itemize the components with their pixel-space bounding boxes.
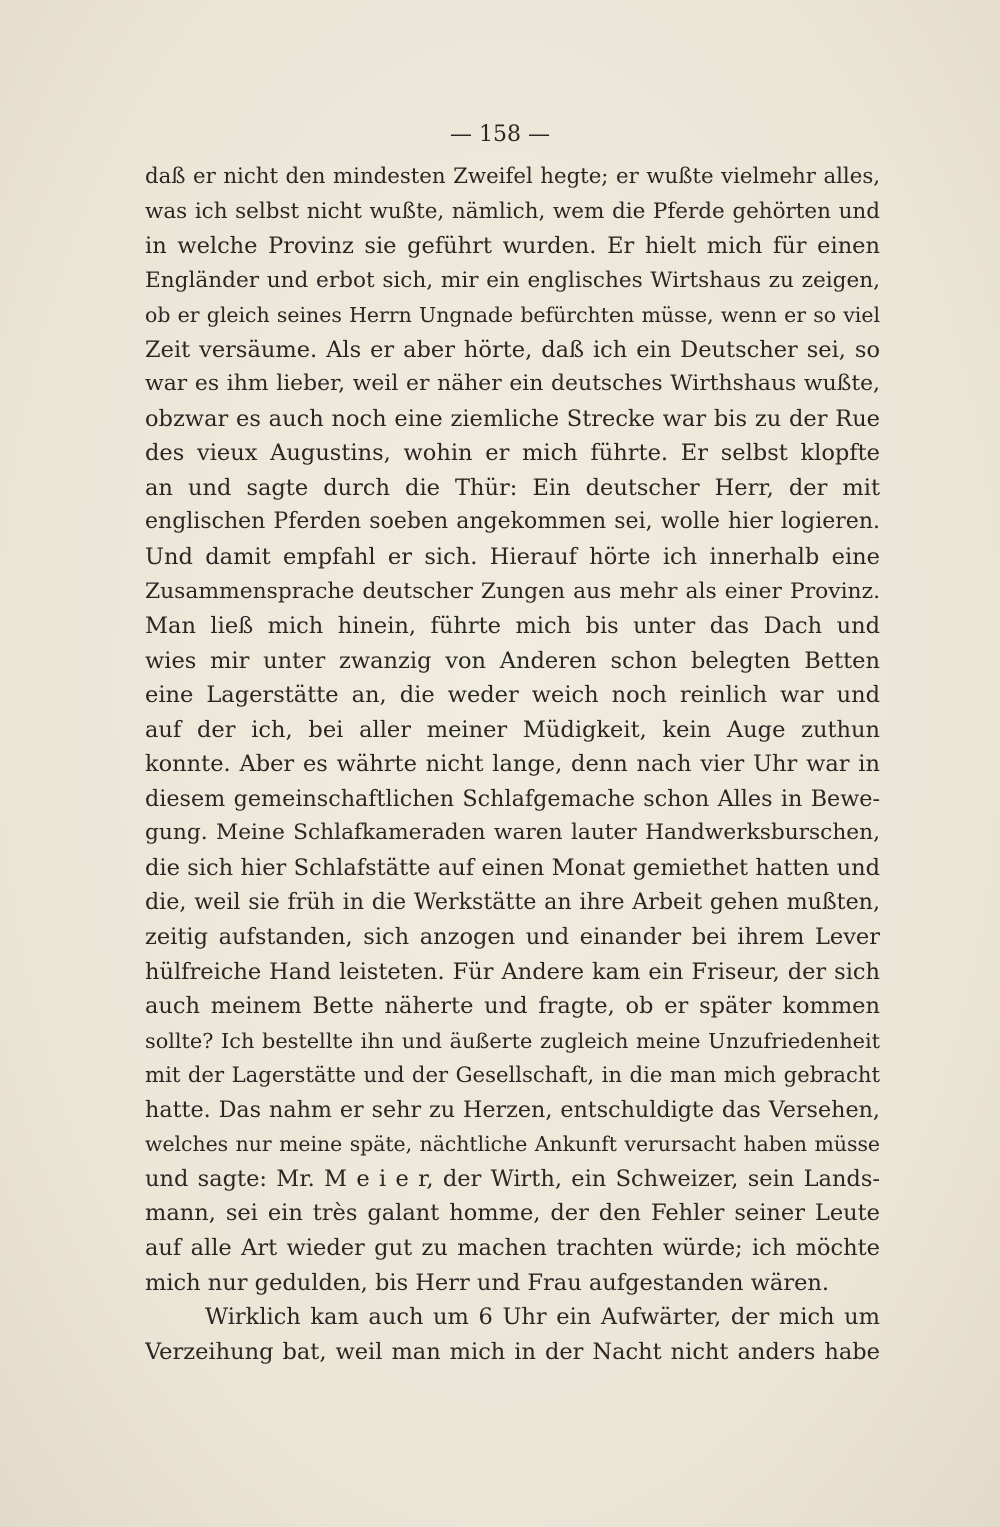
text-line: auf der ich, bei aller meiner Müdigkeit, kein Auge zuthun [145, 716, 880, 743]
text-line: eine Lagerstätte an, die weder weich noch reinlich war und [145, 682, 880, 709]
text-line: konnte. Aber es währte nicht lange, denn nach vier Uhr war in [145, 751, 880, 778]
text-line: mann, sei ein très galant homme, der den Fehler seiner Leute [145, 1200, 880, 1227]
text-line: hatte. Das nahm er sehr zu Herzen, entschuldigte das Versehen, [145, 1096, 880, 1123]
text-line: diesem gemeinschaftlichen Schlafgemache schon Alles in Bewe- [145, 785, 880, 812]
text-line: was ich selbst nicht wußte, nämlich, wem die Pferde gehörten und [145, 198, 880, 224]
text-line: gung. Meine Schlafkameraden waren lauter Handwerksburschen, [145, 820, 880, 846]
text-line: war es ihm lieber, weil er näher ein deutsches Wirthshaus wußte, [145, 371, 880, 397]
text-line: ob er gleich seines Herrn Ungnade befürchten müsse, wenn er so viel [145, 303, 880, 328]
text-line: Und damit empfahl er sich. Hierauf hörte ich innerhalb eine [145, 544, 880, 571]
text-line: welches nur meine späte, nächtliche Ankunft verursacht haben müsse [145, 1132, 880, 1157]
text-line: und sagte: Mr. M e i e r, der Wirth, ein Schweizer, sein Lands- [145, 1165, 880, 1192]
text-line: die sich hier Schlafstätte auf einen Monat gemiethet hatten und [145, 854, 880, 881]
text-line: hülfreiche Hand leisteten. Für Andere kam ein Friseur, der sich [145, 958, 880, 985]
text-line: daß er nicht den mindesten Zweifel hegte; er wußte vielmehr alles, [145, 164, 880, 189]
text-line: an und sagte durch die Thür: Ein deutscher Herr, der mit [145, 474, 880, 501]
text-line: Zeit versäume. Als er aber hörte, daß ich ein Deutscher sei, so [145, 336, 880, 363]
text-line: mich nur gedulden, bis Herr und Frau aufgestanden wären. [145, 1269, 830, 1296]
body-text [145, 160, 880, 1369]
text-line: in welche Provinz sie geführt wurden. Er hielt mich für einen [145, 233, 880, 260]
text-line: des vieux Augustins, wohin er mich führte. Er selbst klopfte [145, 440, 880, 467]
text-line: sollte? Ich bestellte ihn und äußerte zugleich meine Unzufriedenheit [145, 1028, 880, 1053]
paragraph-first-line: Wirklich kam auch um 6 Uhr ein Aufwärter, der mich um [205, 1304, 880, 1331]
text-line: die, weil sie früh in die Werkstätte an ihre Arbeit gehen mußten, [145, 889, 880, 916]
text-line: auch meinem Bette näherte und fragte, ob er später kommen [145, 993, 880, 1020]
text-line: englischen Pferden soeben angekommen sei, wolle hier logieren. [145, 509, 880, 535]
text-line: Engländer und erbot sich, mir ein englisches Wirtshaus zu zeigen, [145, 267, 880, 293]
text-line: obzwar es auch noch eine ziemliche Strecke war bis zu der Rue [145, 405, 880, 432]
text-line: mit der Lagerstätte und der Gesellschaft, in die man mich gebracht [145, 1062, 880, 1088]
page-number: — 158 — [450, 122, 550, 147]
text-line: auf alle Art wieder gut zu machen trachten würde; ich möchte [145, 1234, 880, 1261]
text-line: Man ließ mich hinein, führte mich bis unter das Dach und [145, 613, 880, 640]
text-line: Verzeihung bat, weil man mich in der Nacht nicht anders habe [145, 1338, 880, 1365]
text-line: wies mir unter zwanzig von Anderen schon belegten Betten [145, 647, 880, 674]
text-line: zeitig aufstanden, sich anzogen und einander bei ihrem Lever [145, 924, 880, 951]
text-line: Zusammensprache deutscher Zungen aus mehr als einer Provinz. [145, 578, 880, 604]
